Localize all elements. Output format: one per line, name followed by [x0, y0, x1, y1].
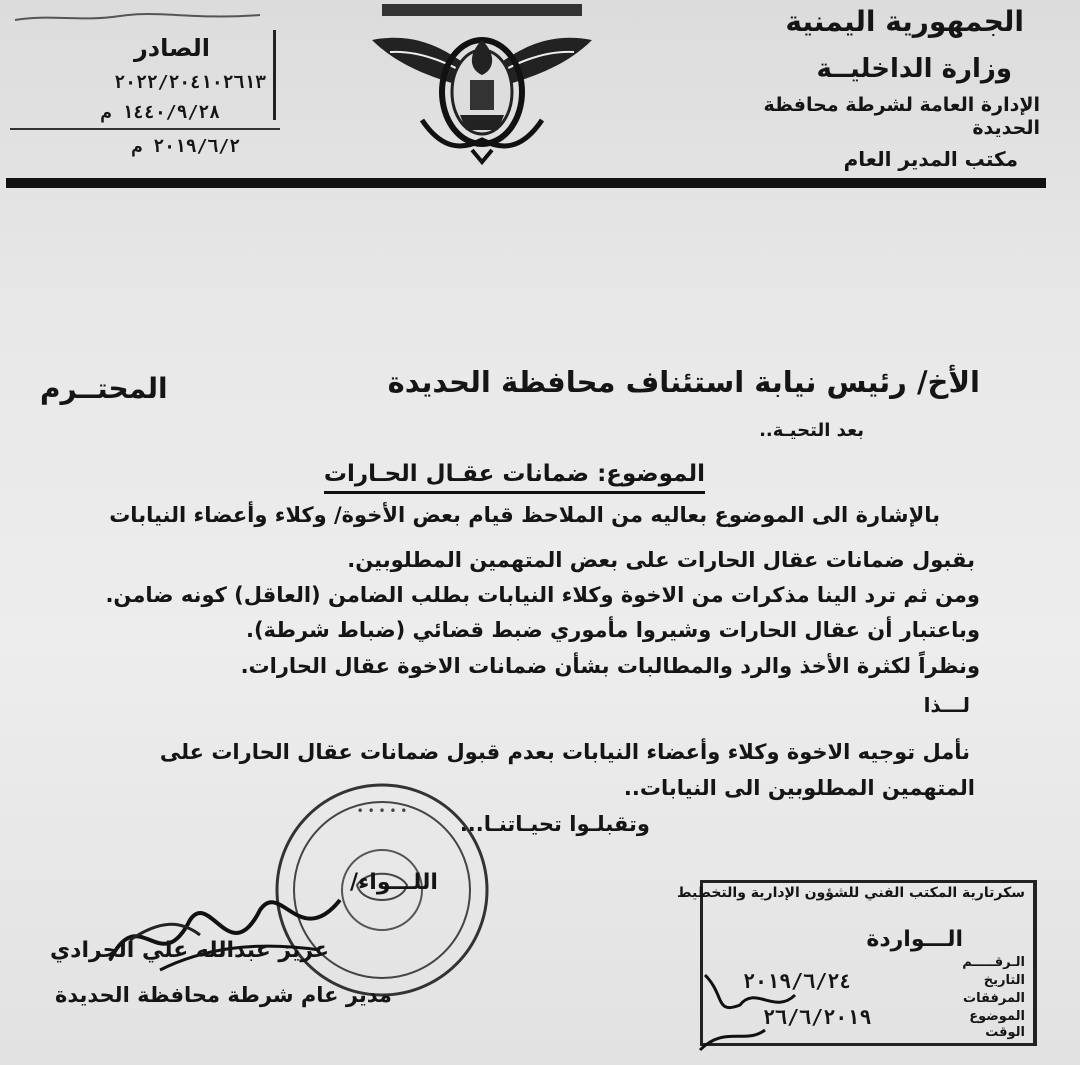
closing-line: وتقبلـوا تحيـاتنـا... — [459, 812, 650, 836]
subject-label: الموضوع: — [597, 461, 705, 487]
country-name: الجمهورية اليمنية — [785, 5, 1024, 38]
body-line-4: وباعتبار أن عقال الحارات وشيروا مأموري ضبط قضائي (ضباط شرطة). — [245, 618, 980, 642]
body-line-7: المتهمين المطلوبين الى النيابات.. — [623, 776, 975, 800]
svg-text:• • • • •: • • • • • — [356, 804, 408, 818]
reference-date-hijri: ١٤٤٠/٩/٢٨ م — [100, 102, 220, 123]
registry-label-number: الـرقـــــم — [962, 955, 1025, 970]
signatory-name: عزيز عبدالله علي الجرادي — [50, 938, 330, 963]
reference-underline — [10, 128, 280, 130]
registry-label-attachments: المرفقات — [963, 991, 1025, 1006]
body-line-1: بالإشارة الى الموضوع بعاليه من الملاحظ قيام بعض الأخوة/ وكلاء وأعضاء النيابات — [109, 503, 940, 527]
registry-number-value: ٢٠١٩/٦/٢٤ — [743, 969, 852, 993]
registry-department: الـــواردة — [866, 927, 963, 952]
yemen-emblem-icon — [362, 0, 602, 168]
body-line-therefore: لـــذا — [923, 693, 970, 717]
top-handwriting-mark — [10, 10, 270, 26]
signatory-rank: اللـــواء/ — [350, 870, 438, 895]
letterhead-right — [720, 4, 1050, 172]
respect-salutation: المحتــرم — [40, 372, 168, 405]
body-line-5: ونظراً لكثرة الأخذ والرد والمطالبات بشأن ضمانات الاخوة عقال الحارات. — [240, 654, 980, 678]
registry-date-value: ٢٦/٦/٢٠١٩ — [763, 1005, 872, 1029]
reference-block — [10, 30, 280, 165]
greeting: بعد التحيـة.. — [759, 420, 864, 441]
registry-label-subject: الموضوع — [969, 1009, 1025, 1024]
registry-label-time: الوقت — [985, 1025, 1025, 1040]
reference-number: ٢٠٢٢/٢٠٤١٠٢٦١٣ — [114, 72, 266, 93]
body-line-3: ومن ثم ترد الينا مذكرات من الاخوة وكلاء النيابات بطلب الضامن (العاقل) كونه ضامن. — [105, 583, 980, 607]
directorate-name: الإدارة العامة لشرطة محافظة الحديدة — [763, 93, 1040, 140]
signatory-title: مدير عام شرطة محافظة الحديدة — [55, 983, 392, 1007]
reference-date-gregorian: ٢٠١٩/٦/٢ م — [131, 136, 240, 157]
addressee: الأخ/ رئيس نيابة استئناف محافظة الحديدة — [387, 365, 980, 399]
body-line-2: بقبول ضمانات عقال الحارات على بعض المتهمين المطلوبين. — [347, 548, 975, 572]
subject-text: ضمانات عقـال الحـارات — [323, 461, 590, 487]
body-line-6: نأمل توجيه الاخوة وكلاء وأعضاء النيابات بعدم قبول ضمانات عقال الحارات على — [159, 740, 970, 764]
header-divider — [6, 178, 1046, 188]
registry-label-date: التاريخ — [983, 973, 1025, 988]
reference-bar — [273, 30, 276, 120]
subject-line — [324, 461, 705, 494]
ministry-name: وزارة الداخليــة — [816, 54, 1012, 84]
reference-label: الصادر — [133, 34, 210, 62]
office-name: مكتب المدير العام — [843, 147, 1018, 171]
registry-handwriting — [695, 955, 925, 1055]
registry-title: سكرتارية المكتب الفني للشؤون الإدارية والتخطيط — [676, 885, 1025, 901]
